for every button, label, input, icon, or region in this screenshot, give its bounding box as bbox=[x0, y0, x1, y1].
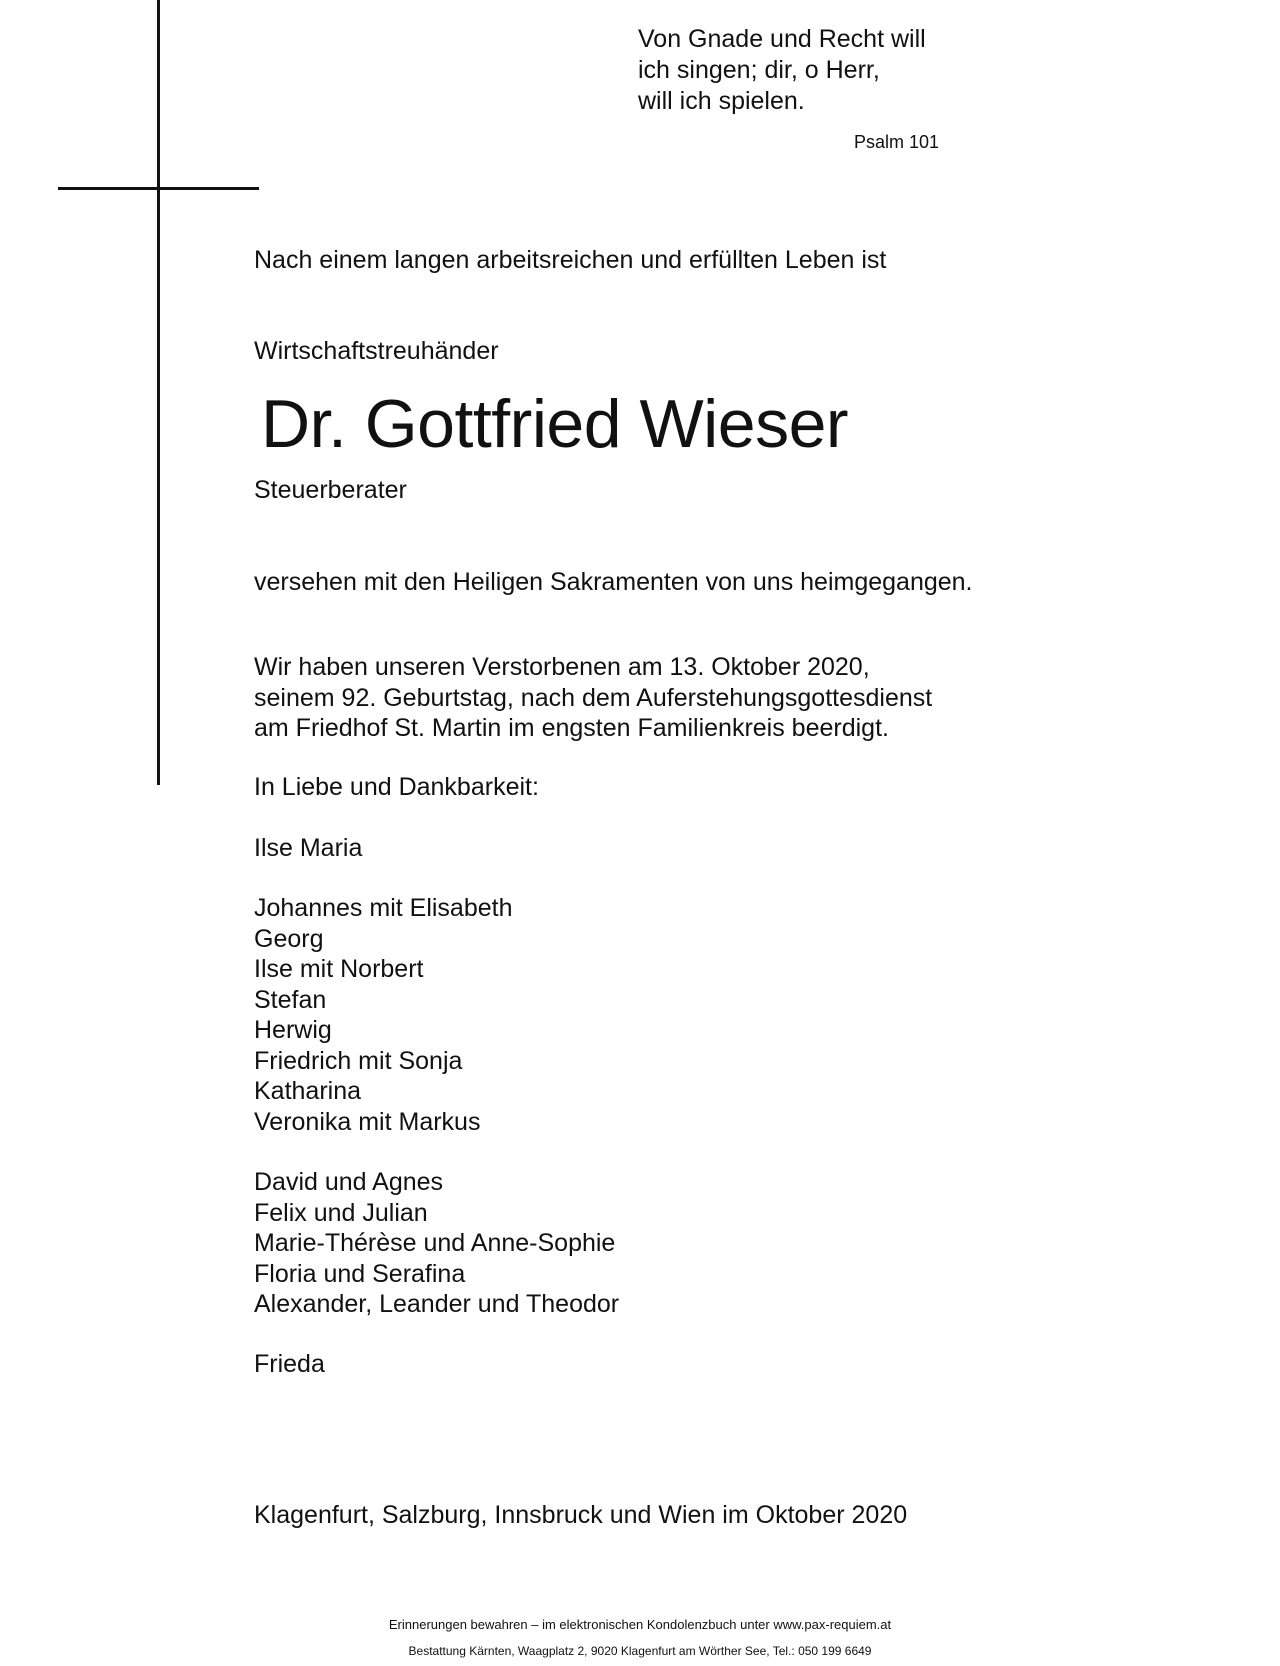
mourner-name: Katharina bbox=[254, 1077, 362, 1105]
mourner-name: Floria und Serafina bbox=[254, 1259, 466, 1288]
sacraments-text: versehen mit den Heiligen Sakramenten von uns heimgegangen. bbox=[254, 568, 973, 596]
psalm-reference: Psalm 101 bbox=[853, 132, 939, 152]
cross-horizontal-bar bbox=[58, 187, 259, 190]
mourner-name: Herwig bbox=[254, 1016, 332, 1044]
mourner-name: Alexander, Leander und Theodor bbox=[254, 1290, 620, 1318]
mourner-name: David und Agnes bbox=[254, 1168, 444, 1196]
mourner-spouse: Ilse Maria bbox=[254, 834, 363, 862]
deceased-name: Dr. Gottfried Wieser bbox=[261, 386, 849, 462]
condolence-note: Erinnerungen bewahren – im elektronischen Kondolenzbuch unter www.pax-requiem.at bbox=[388, 1617, 892, 1632]
profession-subtitle: Steuerberater bbox=[254, 476, 407, 504]
burial-line: seinem 92. Geburtstag, nach dem Auferstehungsgottesdienst bbox=[254, 683, 933, 712]
intro-text: Nach einem langen arbeitsreichen und erfüllten Leben ist bbox=[254, 246, 887, 274]
burial-paragraph bbox=[254, 652, 932, 744]
mourner-great-grandchild: Frieda bbox=[254, 1350, 325, 1378]
epigraph-line: will ich spielen. bbox=[638, 87, 805, 115]
mourner-name: Felix und Julian bbox=[254, 1198, 428, 1227]
mourner-name: Georg bbox=[254, 924, 324, 953]
mourner-name: Ilse mit Norbert bbox=[254, 955, 424, 983]
place-and-date: Klagenfurt, Salzburg, Innsbruck und Wien im Oktober 2020 bbox=[254, 1501, 908, 1529]
epigraph-line: Von Gnade und Recht will bbox=[638, 25, 926, 53]
mourner-name: Johannes mit Elisabeth bbox=[254, 894, 513, 922]
mourner-name: Veronika mit Markus bbox=[254, 1107, 481, 1136]
mourners-children bbox=[254, 893, 512, 1137]
epigraph-line: ich singen; dir, o Herr, bbox=[638, 56, 880, 84]
profession-title: Wirtschaftstreuhänder bbox=[254, 337, 499, 365]
mourner-name: Stefan bbox=[254, 985, 327, 1014]
cross-vertical-bar bbox=[157, 0, 160, 785]
burial-line: Wir haben unseren Verstorbenen am 13. Oktober 2020, bbox=[254, 653, 870, 681]
psalm-epigraph bbox=[638, 24, 958, 117]
burial-line: am Friedhof St. Martin im engsten Familienkreis beerdigt. bbox=[254, 714, 889, 742]
mourner-name: Marie-Thérèse und Anne-Sophie bbox=[254, 1229, 616, 1257]
mourners-grandchildren bbox=[254, 1167, 619, 1320]
mourner-name: Friedrich mit Sonja bbox=[254, 1046, 463, 1075]
undertaker-info: Bestattung Kärnten, Waagplatz 2, 9020 Klagenfurt am Wörther See, Tel.: 050 199 6649 bbox=[408, 1644, 872, 1658]
closing-phrase: In Liebe und Dankbarkeit: bbox=[254, 773, 539, 801]
